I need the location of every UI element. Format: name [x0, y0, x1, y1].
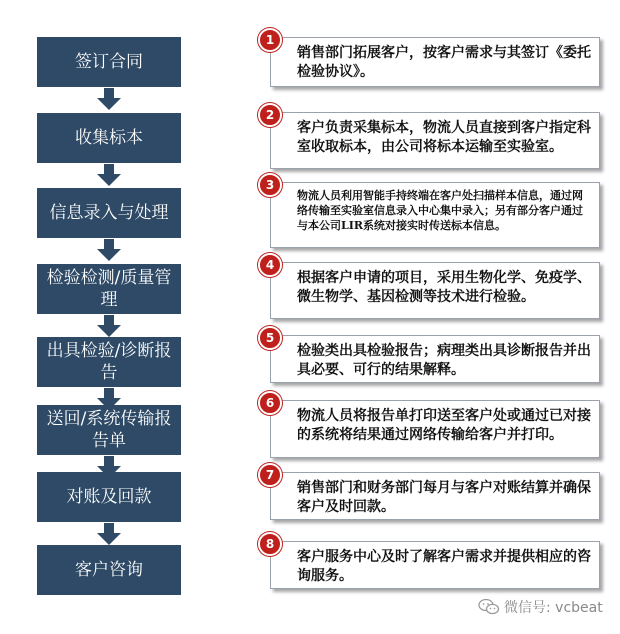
- description-box-7: [265, 467, 600, 520]
- number-badge: 6: [258, 391, 282, 415]
- down-arrow-icon: [97, 164, 121, 186]
- step-1-box: [37, 37, 181, 87]
- step-7-box: [37, 472, 181, 522]
- description-text: 客户服务中心及时了解客户需求并提供相应的咨询服务。: [297, 549, 591, 584]
- description-box-2: [265, 107, 600, 169]
- down-arrow-icon: [97, 315, 121, 337]
- description-box-5: [265, 330, 600, 383]
- description-text: 销售部门和财务部门每月与客户对账结算并确保客户及时回款。: [297, 480, 591, 515]
- description-text: 客户负责采集标本，物流人员直接到客户指定科室收取标本，由公司将标本运输至实验室。: [297, 120, 591, 155]
- number-badge: 3: [258, 173, 282, 197]
- watermark: [478, 597, 603, 617]
- number-badge: 5: [258, 326, 282, 350]
- down-arrow-icon: [97, 523, 121, 545]
- number-badge: 7: [258, 463, 282, 487]
- step-label: 检验检测/质量管理: [46, 268, 172, 310]
- description-text: 物流人员利用智能手持终端在客户处扫描样本信息，通过网络传输至实验室信息录入中心集中录入；另有部分客户通过与本公司LIR系统对接实时传送标本信息。: [297, 189, 583, 232]
- step-6-box: [37, 405, 181, 455]
- step-label: 收集标本: [75, 128, 143, 148]
- watermark-text: 微信号: vcbeat: [504, 600, 603, 616]
- step-label: 客户咨询: [75, 560, 143, 580]
- step-label: 出具检验/诊断报告: [46, 341, 172, 383]
- step-8-box: [37, 545, 181, 595]
- description-box-8: [265, 536, 600, 589]
- description-box-4: [265, 257, 600, 319]
- down-arrow-icon: [97, 88, 121, 110]
- number-badge: 8: [258, 532, 282, 556]
- wechat-icon: [478, 598, 500, 616]
- description-text: 检验类出具检验报告；病理类出具诊断报告并出具必要、可行的结果解释。: [297, 343, 591, 378]
- description-box-3: [265, 177, 600, 248]
- description-text: 销售部门拓展客户，按客户需求与其签订《委托检验协议》。: [297, 45, 591, 80]
- step-3-box: [37, 188, 181, 238]
- description-box-1: [265, 32, 600, 87]
- step-label: 对账及回款: [66, 487, 152, 507]
- step-label: 信息录入与处理: [49, 203, 169, 223]
- step-4-box: [37, 264, 181, 314]
- number-badge: 1: [258, 28, 282, 52]
- number-badge: 4: [258, 253, 282, 277]
- step-2-box: [37, 113, 181, 163]
- step-label: 送回/系统传输报告单: [46, 409, 172, 451]
- number-badge: 2: [258, 103, 282, 127]
- description-text: 根据客户申请的项目，采用生物化学、免疫学、微生物学、基因检测等技术进行检验。: [297, 270, 591, 305]
- description-box-6: [265, 395, 600, 458]
- step-5-box: [37, 337, 181, 387]
- description-text: 物流人员将报告单打印送至客户处或通过已对接的系统将结果通过网络传输给客户并打印。: [297, 408, 591, 443]
- down-arrow-icon: [97, 239, 121, 261]
- step-label: 签订合同: [75, 52, 143, 72]
